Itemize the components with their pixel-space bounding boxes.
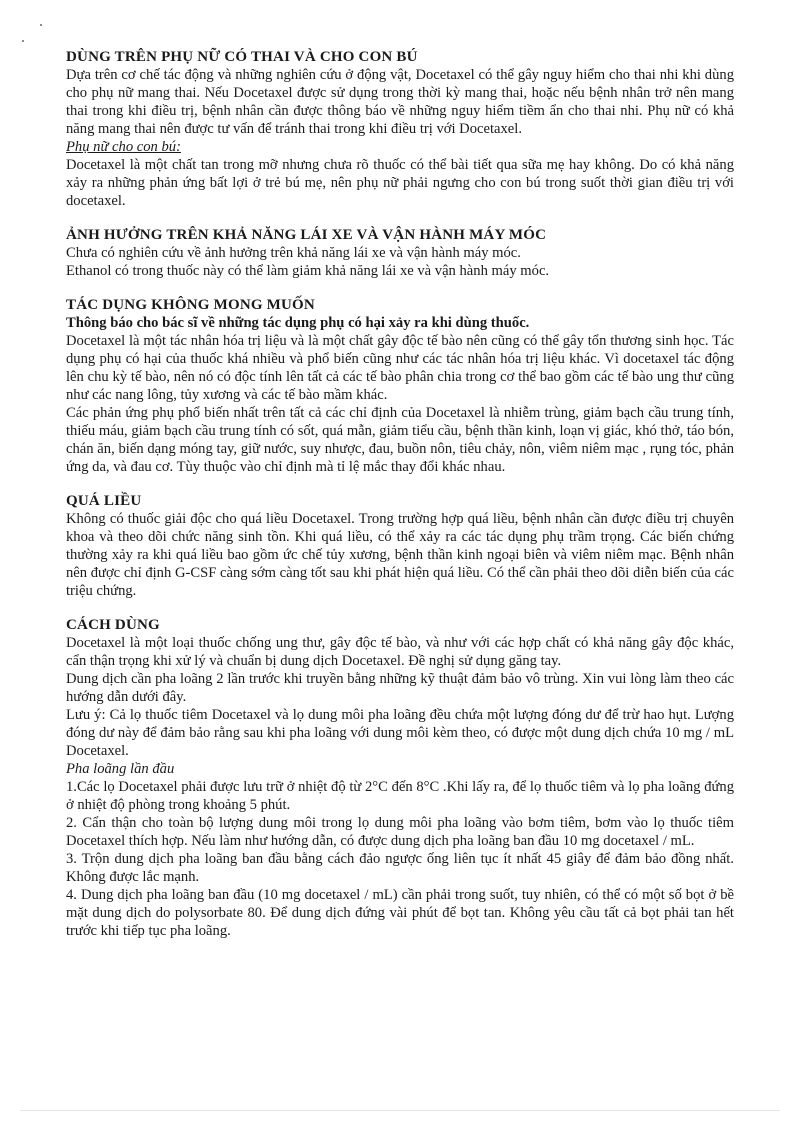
step-item: 2. Cẩn thận cho toàn bộ lượng dung môi trong lọ dung môi pha loãng vào bơm tiêm, bơm vào lọ thuốc tiêm Docetaxel thích hợp. Nếu làm như hướng dẫn, có được dung dịch pha loãng ban đầu 10 mg docetaxel / mL. (66, 815, 734, 849)
section-side-effects (66, 296, 734, 476)
page-bottom-edge (20, 1110, 780, 1111)
section-heading: QUÁ LIỀU (66, 493, 142, 509)
section-heading: ẢNH HƯỞNG TRÊN KHẢ NĂNG LÁI XE VÀ VẬN HÀNH MÁY MÓC (66, 227, 547, 243)
document-page (66, 48, 734, 956)
paragraph: Dựa trên cơ chế tác động và những nghiên cứu ở động vật, Docetaxel có thể gây nguy hiểm cho thai nhi khi dùng cho phụ nữ mang thai. Nếu Docetaxel được sử dụng trong thời kỳ mang thai, hoặc nếu bệnh nhân trở nên mang thai trong khi điều trị, bệnh nhân cần được thông báo về những nguy hiểm tiềm ẩn cho thai nhi. Phụ nữ có khả năng mang thai nên được tư vấn để tránh thai trong khi điều trị với Docetaxel. (66, 67, 734, 137)
section-heading: DÙNG TRÊN PHỤ NỮ CÓ THAI VÀ CHO CON BÚ (66, 49, 418, 65)
section-heading: CÁCH DÙNG (66, 617, 160, 633)
subheading: Phụ nữ cho con bú: (66, 139, 181, 155)
subheading: Pha loãng lần đầu (66, 761, 175, 777)
step-item: 1.Các lọ Docetaxel phải được lưu trữ ở nhiệt độ từ 2°C đến 8°C .Khi lấy ra, để lọ thuốc tiêm và lọ pha loãng đứng ở nhiệt độ phòng trong khoảng 5 phút. (66, 779, 734, 813)
paragraph: Ethanol có trong thuốc này có thể làm giảm khả năng lái xe và vận hành máy móc. (66, 263, 550, 279)
paragraph: Chưa có nghiên cứu về ảnh hưởng trên khả năng lái xe và vận hành máy móc. (66, 245, 521, 261)
scan-speck (40, 24, 42, 26)
step-item: 4. Dung dịch pha loãng ban đầu (10 mg docetaxel / mL) cần phải trong suốt, tuy nhiên, có thể có một số bọt ở bề mặt dung dịch do polysorbate 80. Để dung dịch đứng vài phút để bọt tan. Không yêu cầu tất cả bọt phải tan hết trước khi tiếp tục pha loãng. (66, 887, 734, 939)
section-pregnancy (66, 48, 734, 210)
paragraph: Docetaxel là một chất tan trong mỡ nhưng chưa rõ thuốc có thể bài tiết qua sữa mẹ hay không. Do có khả năng xảy ra những phản ứng bất lợi ở trẻ bú mẹ, nên phụ nữ phải ngưng cho con bú trong suốt thời gian điều trị với docetaxel. (66, 157, 734, 209)
step-item: 3. Trộn dung dịch pha loãng ban đầu bằng cách đảo ngược ống liên tục ít nhất 45 giây để đảm bảo đồng nhất. Không được lắc mạnh. (66, 851, 734, 885)
paragraph: Các phản ứng phụ phổ biến nhất trên tất cả các chỉ định của Docetaxel là nhiễm trùng, giảm bạch cầu trung tính, thiếu máu, giảm bạch cầu trung tính có sốt, quá mẫn, giảm tiểu cầu, bệnh thần kinh, loạn vị giác, khó thở, táo bón, chán ăn, biến dạng móng tay, giữ nước, suy nhược, đau, buồn nôn, tiêu chảy, nôn, viêm niêm mạc , rụng tóc, phản ứng da, và đau cơ. Tùy thuộc vào chỉ định mà tỉ lệ mắc thay đổi khác nhau. (66, 405, 734, 475)
section-heading: TÁC DỤNG KHÔNG MONG MUỐN (66, 297, 315, 313)
section-usage (66, 616, 734, 940)
paragraph: Docetaxel là một loại thuốc chống ung thư, gây độc tế bào, và như với các hợp chất có khả năng gây độc khác, cẩn thận trọng khi xử lý và chuẩn bị dung dịch Docetaxel. Đề nghị sử dụng găng tay. (66, 635, 734, 669)
paragraph: Docetaxel là một tác nhân hóa trị liệu và là một chất gây độc tế bào nên cũng có thể gây tổn thương sinh học. Tác dụng phụ có hại của thuốc khá nhiều và phổ biến cũng như các tác nhân hóa trị liệu khác. Vì docetaxel tác động lên chu kỳ tế bào, nên nó có độc tính lên tất cả các tế bào phân chia trong cơ thể bao gồm các tế bào ung thư cũng như các nang lông, tủy xương và các tế bào mầm khác. (66, 333, 734, 403)
paragraph: Không có thuốc giải độc cho quá liều Docetaxel. Trong trường hợp quá liều, bệnh nhân cần được điều trị chuyên khoa và theo dõi chức năng sinh tồn. Khi quá liều, có thể xảy ra các tác dụng phụ trầm trọng. Các biến chứng thường xảy ra khi quá liều bao gồm ức chế tủy xương, bệnh thần kinh ngoại biên và viêm niêm mạc. Bệnh nhân nên được chỉ định G-CSF càng sớm càng tốt sau khi phát hiện quá liều. Có thể cần phải theo dõi diễn biến của các triệu chứng. (66, 511, 734, 599)
scan-speck (22, 40, 24, 42)
paragraph: Lưu ý: Cả lọ thuốc tiêm Docetaxel và lọ dung môi pha loãng đều chứa một lượng đóng dư để trừ hao hụt. Lượng đóng dư này để đảm bảo rằng sau khi pha loãng với dung môi kèm theo, có được một dung dịch chứa 10 mg / mL Docetaxel. (66, 707, 734, 759)
section-overdose (66, 492, 734, 600)
bold-notice: Thông báo cho bác sĩ về những tác dụng phụ có hại xảy ra khi dùng thuốc. (66, 315, 530, 331)
paragraph: Dung dịch cần pha loãng 2 lần trước khi truyền bằng những kỹ thuật đảm bảo vô trùng. Xin vui lòng làm theo các hướng dẫn dưới đây. (66, 671, 734, 705)
section-driving (66, 226, 734, 280)
